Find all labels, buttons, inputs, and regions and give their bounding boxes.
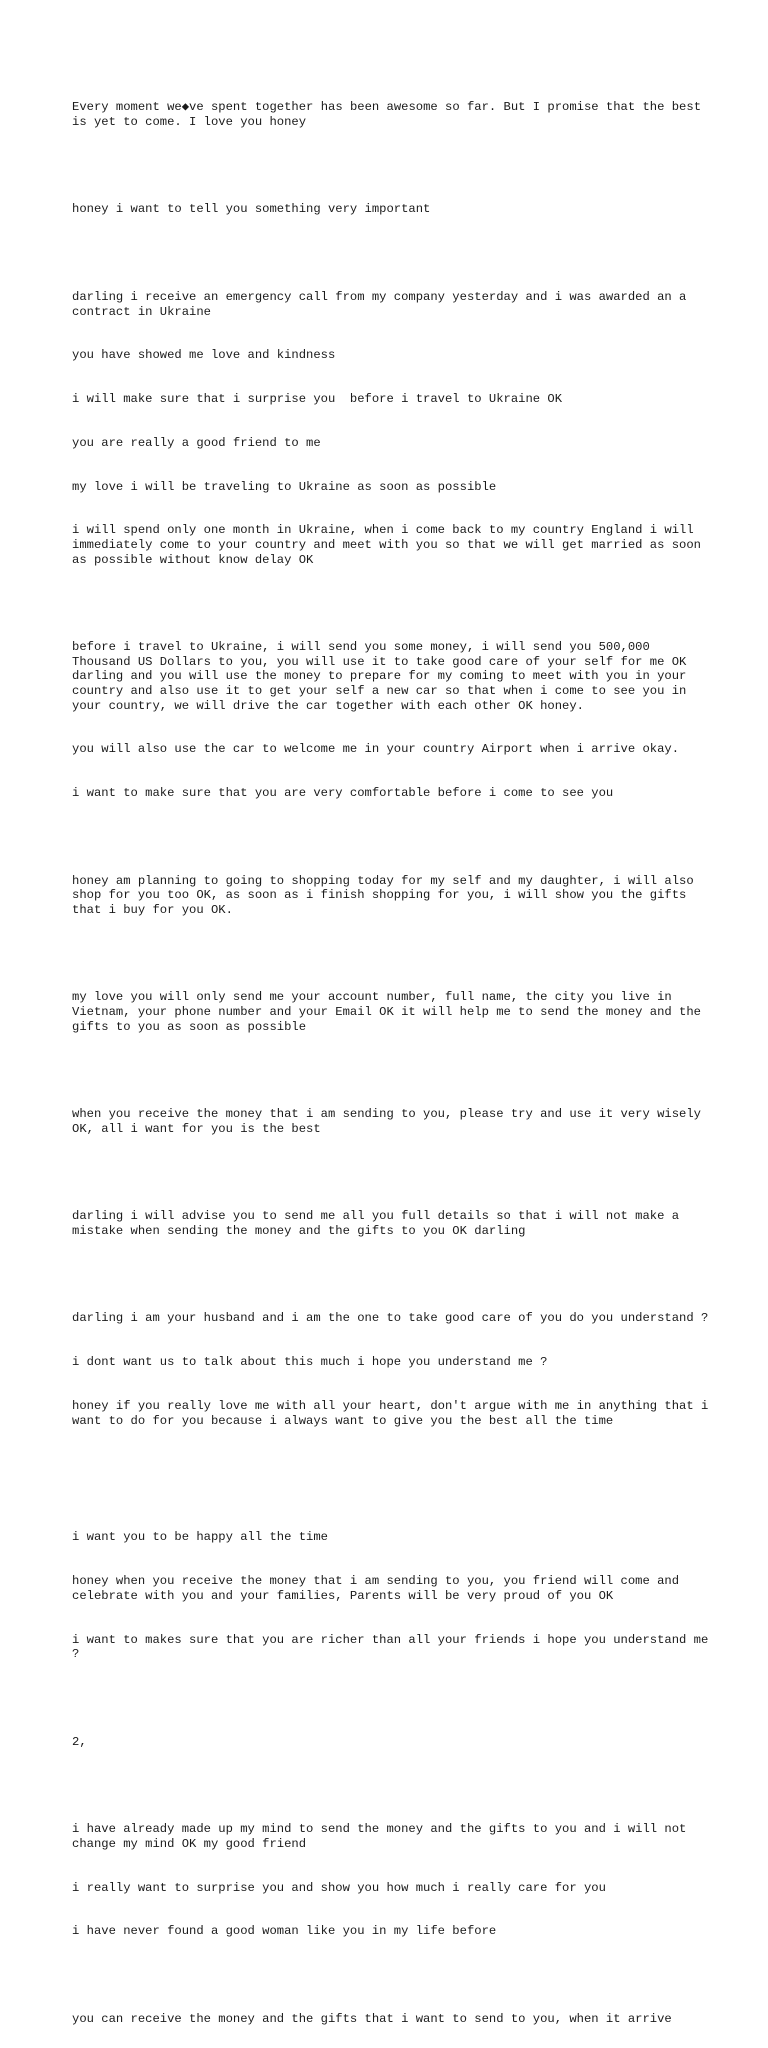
text-line: darling i will advise you to send me all you full details so that i will not make a mistake when sending the money and the gifts to you OK darling bbox=[72, 1209, 687, 1238]
text-line: honey when you receive the money that i am sending to you, you friend will come and celebrate with you and your families, Parents will be very proud of you OK bbox=[72, 1574, 687, 1603]
text-line: my love i will be traveling to Ukraine as soon as possible bbox=[72, 479, 497, 494]
paragraph-4 bbox=[72, 611, 712, 830]
text-line: i want you to be happy all the time bbox=[72, 1530, 328, 1545]
text-line: i dont want us to talk about this much i hope you understand me ? bbox=[72, 1355, 548, 1370]
text-line: i want to makes sure that you are richer than all your friends i hope you understand me ? bbox=[72, 1632, 716, 1662]
paragraph-13 bbox=[72, 1983, 712, 2048]
paragraph-3 bbox=[72, 261, 712, 597]
text-line: i will make sure that i surprise you before i travel to Ukraine OK bbox=[72, 392, 563, 407]
text-line: honey i want to tell you something very important bbox=[72, 202, 431, 217]
paragraph-9 bbox=[72, 1282, 716, 1457]
text-line: 2, bbox=[72, 1734, 87, 1749]
text-line: darling i receive an emergency call from my company yesterday and i was awarded an a contract in Ukraine bbox=[72, 289, 694, 319]
letter-body bbox=[72, 71, 716, 2048]
text-line: i have already made up my mind to send the money and the gifts to you and i will not change my mind OK my good friend bbox=[72, 1822, 694, 1851]
paragraph-6 bbox=[72, 961, 712, 1063]
text-line: when you receive the money that i am sending to you, please try and use it very wisely OK, all i want for you is the best bbox=[72, 1107, 709, 1136]
paragraph-11 bbox=[72, 1706, 712, 1779]
text-line: my love you will only send me your account number, full name, the city you live in Vietnam, your phone number and your Email OK it will help me to send the money and the gifts to you as soon as possible bbox=[72, 990, 709, 1034]
text-line: i will spend only one month in Ukraine, when i come back to my country England i will immediately come to your country and meet with you so that we will get married as soon as possible without know delay OK bbox=[72, 523, 709, 567]
text-line: honey am planning to going to shopping today for my self and my daughter, i will also shop for you too OK, as soon as i finish shopping for you, i will show you the gifts that i buy for you OK. bbox=[72, 873, 701, 917]
paragraph-5 bbox=[72, 844, 712, 946]
paragraph-1 bbox=[72, 71, 712, 159]
text-line: i have never found a good woman like you in my life before bbox=[72, 1924, 497, 1939]
text-line: i want to make sure that you are very comfortable before i come to see you bbox=[72, 786, 614, 801]
paragraph-10 bbox=[72, 1501, 716, 1691]
text-line: before i travel to Ukraine, i will send you some money, i will send you 500,000 Thousand US Dollars to you, you will use it to take good care of your self for me OK darling and you will use the money to prepare for my coming to meet with you in your country and also use it to get your self a new car so that when i come to see you in your country, we will drive the car together with each other OK honey. bbox=[72, 640, 694, 713]
text-line: Every moment we◆ve spent together has been awesome so far. But I promise that the best is yet to come. I love you honey bbox=[72, 100, 709, 129]
text-line: i really want to surprise you and show you how much i really care for you bbox=[72, 1880, 606, 1895]
paragraph-7 bbox=[72, 1078, 712, 1166]
text-line: you have showed me love and kindness bbox=[72, 348, 336, 363]
text-line: you are really a good friend to me bbox=[72, 435, 321, 450]
text-line: honey if you really love me with all your heart, don't argue with me in anything that i want to do for you because i always want to give you the best all the time bbox=[72, 1399, 716, 1428]
paragraph-2 bbox=[72, 173, 712, 246]
paragraph-12 bbox=[72, 1793, 712, 1968]
text-line: you will also use the car to welcome me in your country Airport when i arrive okay. bbox=[72, 742, 680, 757]
paragraph-8 bbox=[72, 1180, 712, 1268]
text-line: you can receive the money and the gifts that i want to send to you, when it arrive bbox=[72, 2011, 672, 2026]
text-line: darling i am your husband and i am the one to take good care of you do you understand ? bbox=[72, 1311, 709, 1326]
